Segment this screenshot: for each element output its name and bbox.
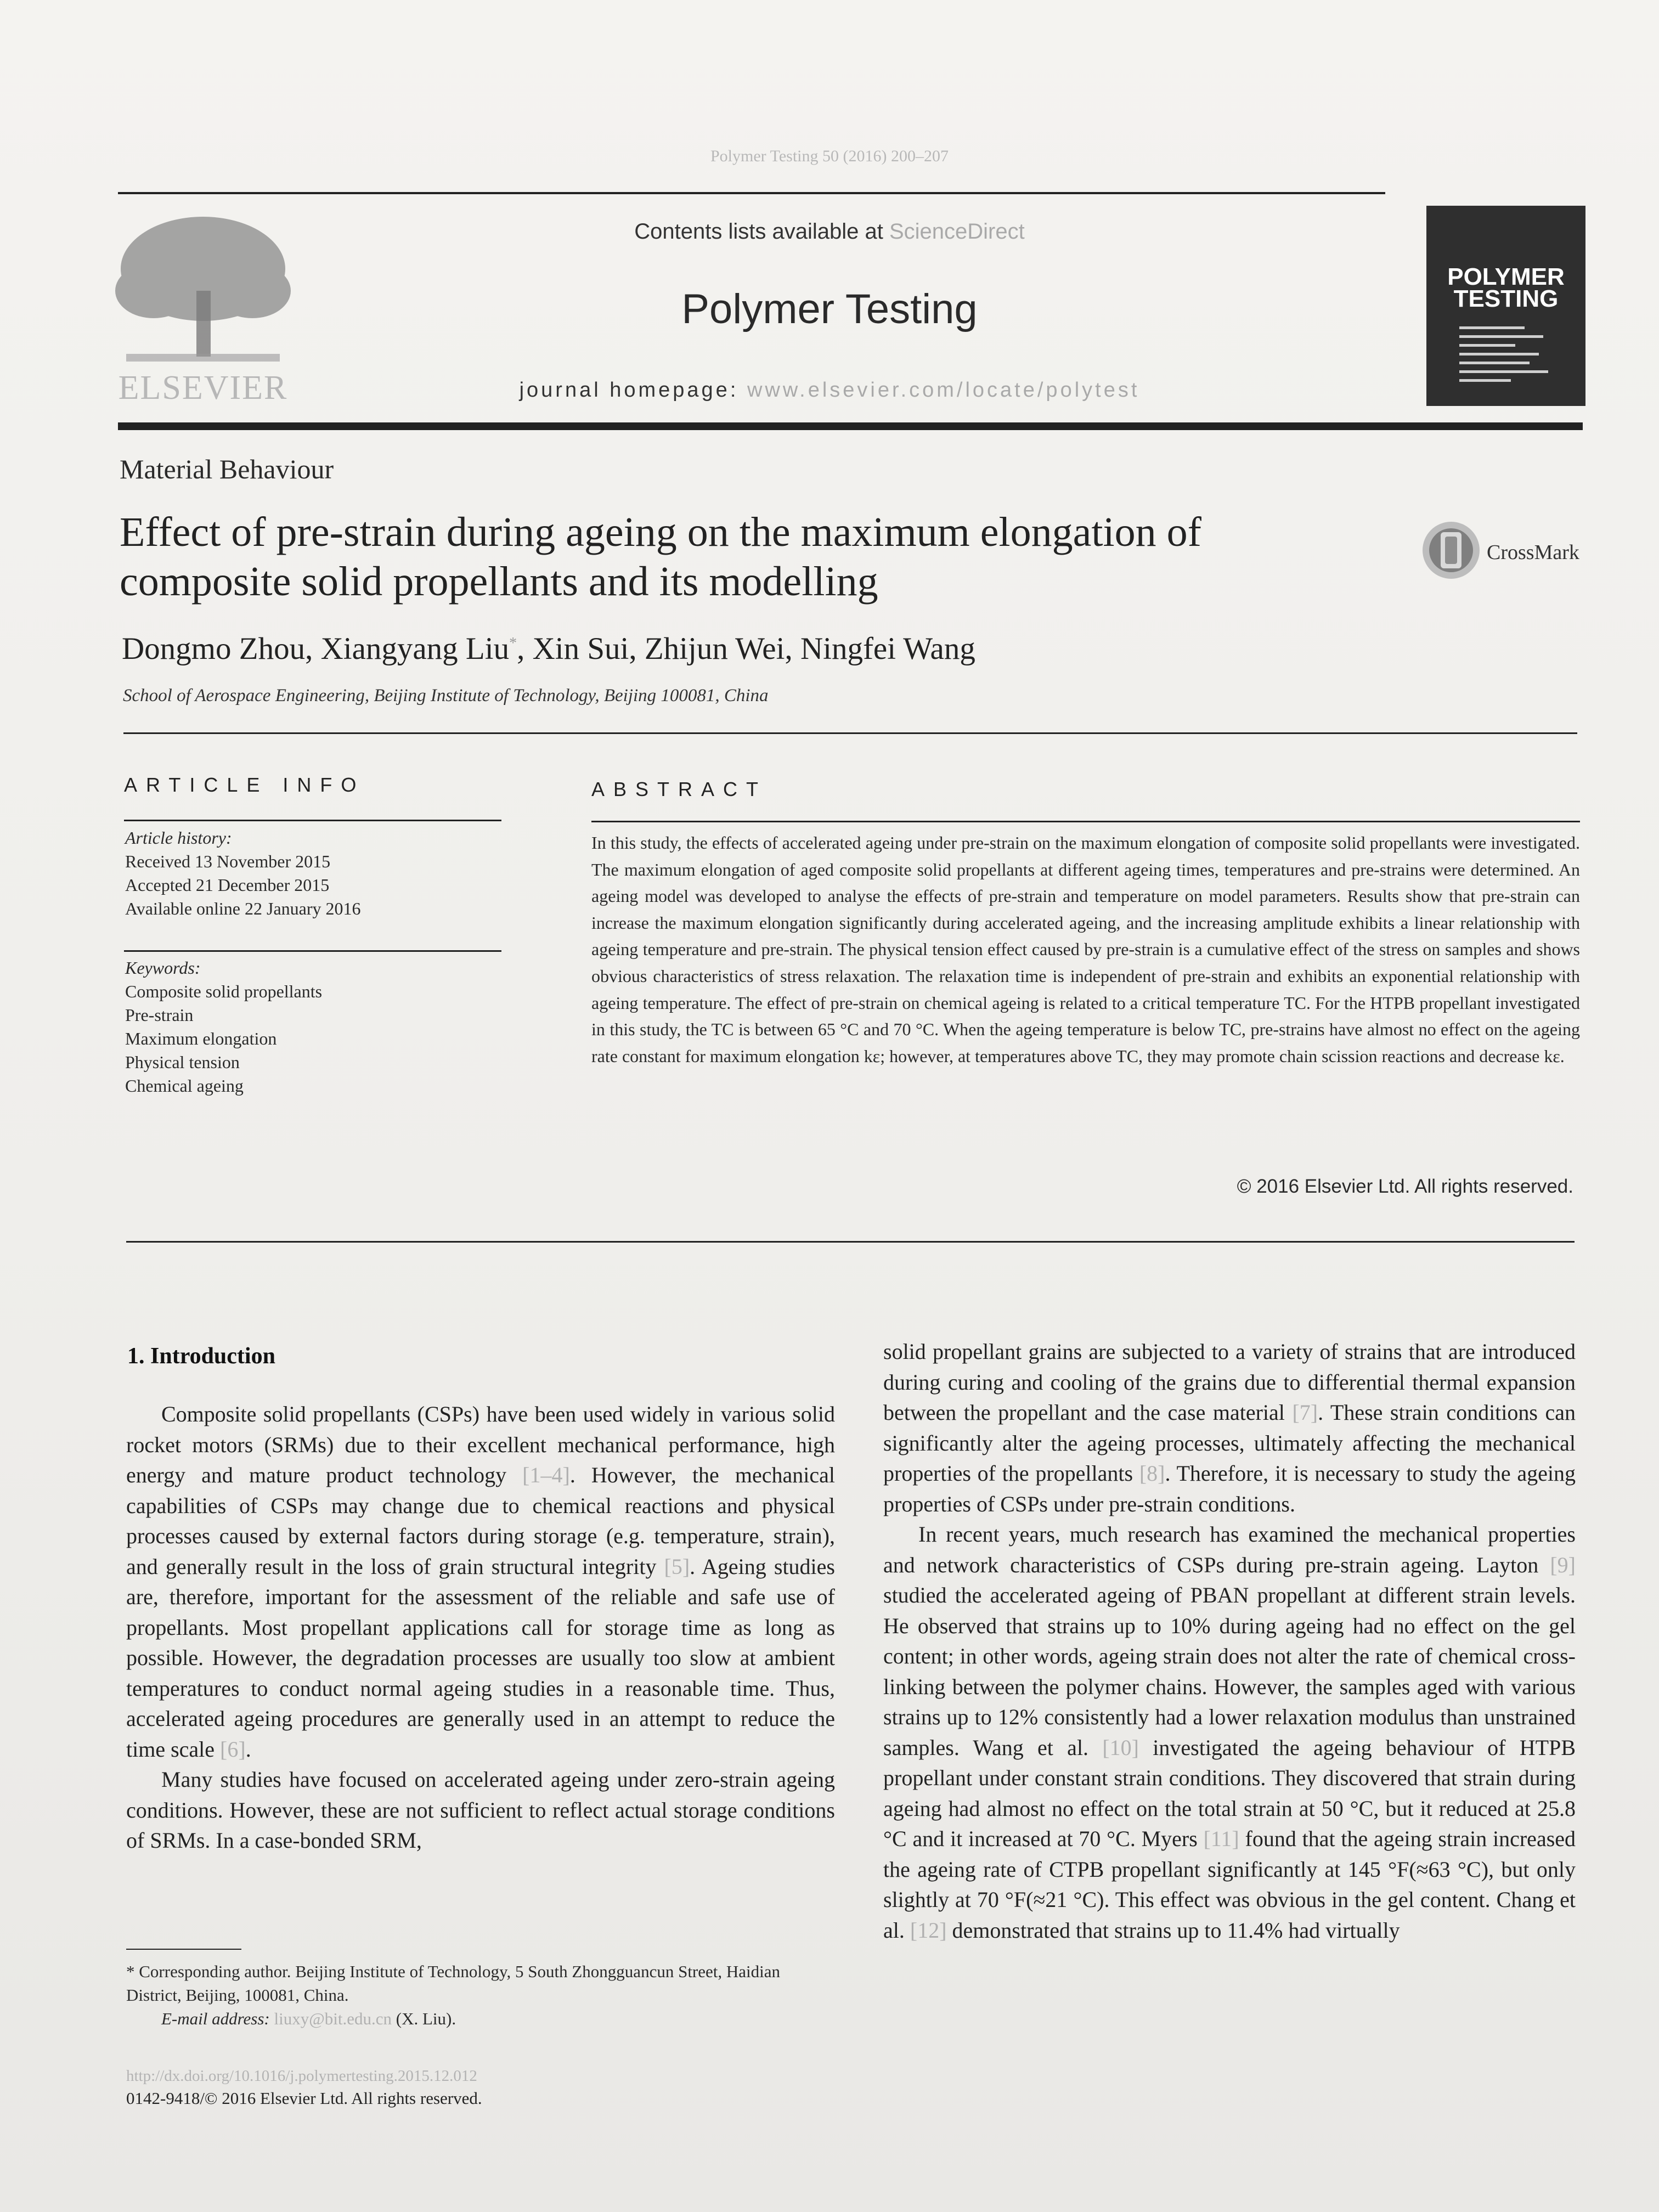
email-link[interactable]: liuxy@bit.edu.cn <box>274 2009 392 2028</box>
article-info-rule <box>124 820 501 821</box>
sciencedirect-link[interactable]: ScienceDirect <box>889 219 1025 244</box>
footnote-rule <box>126 1949 241 1950</box>
citation-link[interactable]: [9] <box>1550 1552 1576 1577</box>
citation-link[interactable]: [7] <box>1292 1400 1318 1425</box>
text-run: . These strain conditions can significantly alter the ageing processes, ultimately affecting the mechanical properties of the propellants <box>883 1400 1576 1486</box>
keyword-item: Maximum elongation <box>125 1029 277 1048</box>
text-run: investigated the ageing behaviour of HTPB propellant under constant strain conditions. They discovered that strain during ageing had almost no effect on the total strain at 50 °C, but it reduced at 25.8 °C and it increased at 70 °C. Myers <box>883 1735 1576 1851</box>
header-bottom-rule <box>118 422 1583 430</box>
keywords-label: Keywords: <box>125 958 201 978</box>
intro-paragraph-2: Many studies have focused on accelerated ageing under zero-strain ageing conditions. However, these are not sufficient to reflect actual storage conditions of SRMs. In a case-bonded SRM, <box>126 1767 835 1853</box>
front-matter-end-rule <box>126 1241 1575 1243</box>
text-run: . Ageing studies are, therefore, important for the assessment of the reliable and safe use of propellants. Most propellant applications call for storage time as long as possible. However, the degradation processes are usually too slow at ambient temperatures to conduct normal ageing studies in a reasonable time. Thus, accelerated ageing procedures are generally used in an attempt to reduce the time scale <box>126 1554 835 1762</box>
elsevier-wordmark: ELSEVIER <box>118 369 288 407</box>
text-run: Composite solid propellants (CSPs) have been used widely in various solid rocket motors (SRMs) due to their excellent mechanical performance, high energy and mature product technology <box>126 1402 835 1487</box>
right-column-body <box>883 1336 1576 1945</box>
homepage-prefix: journal homepage: <box>519 379 747 402</box>
paper-title <box>120 507 1381 606</box>
left-column-body <box>126 1399 835 1856</box>
crossmark-label[interactable]: CrossMark <box>1487 541 1579 564</box>
cover-title-line1: POLYMER <box>1447 263 1565 290</box>
abstract-heading: ABSTRACT <box>591 778 768 800</box>
citation-link[interactable]: [6] <box>220 1736 246 1762</box>
abstract-text: In this study, the effects of accelerated ageing under pre-strain on the maximum elongation of composite solid propellants were investigated. The maximum elongation of aged composite solid propellants at different ageing times, temperatures and pre-strains were determined. An ageing model was developed to analyse the effects of pre-strain and temperature on model parameters. Results show that pre-strain can increase the maximum elongation significantly during accelerated ageing, and the increasing amplitude exhibits a linear relationship with ageing temperature and pre-strain. The physical tension effect caused by pre-strain is a cumulative effect of the stress on samples and shows obvious characteristics of stress relaxation. The relaxation time is independent of pre-strain and exhibits an exponential relationship with ageing temperature. The effect of pre-strain on chemical ageing is related to a critical temperature TC. For the HTPB propellant investigated in this study, the TC is between 65 °C and 70 °C. When the ageing temperature is below TC, pre-strains have almost no effect on the ageing rate constant for maximum elongation kε; however, at temperatures above TC, they may promote chain scission reactions and decrease kε. <box>591 833 1580 1066</box>
keywords-rule <box>124 950 501 952</box>
footnote-address: * Corresponding author. Beijing Institute of Technology, 5 South Zhongguancun Street, Haidian District, Beijing, 100081, China. <box>126 1962 781 2005</box>
abstract-rule <box>591 821 1580 822</box>
keyword-item: Physical tension <box>125 1052 240 1072</box>
cover-title <box>1426 263 1585 312</box>
email-label: E-mail address: <box>161 2009 274 2028</box>
text-run: demonstrated that strains up to 11.4% had virtually <box>946 1917 1400 1943</box>
citation-link[interactable]: [5] <box>664 1554 690 1579</box>
crossmark-icon[interactable] <box>1421 520 1481 580</box>
citation-link[interactable]: [11] <box>1203 1826 1239 1851</box>
intro-paragraph-4 <box>883 1519 1576 1945</box>
keyword-item: Composite solid propellants <box>125 981 323 1001</box>
introduction-heading: 1. Introduction <box>127 1344 275 1369</box>
history-received: Received 13 November 2015 <box>125 851 331 871</box>
doi-link[interactable]: http://dx.doi.org/10.1016/j.polymertesting.2015.12.012 <box>126 2067 477 2085</box>
paper-title-line2: composite solid propellants and its modelling <box>120 558 878 605</box>
cover-title-line2: TESTING <box>1453 285 1559 312</box>
journal-title: Polymer Testing <box>681 286 978 332</box>
keyword-item: Pre-strain <box>125 1005 194 1025</box>
text-run: found that the ageing strain increased the ageing rate of CTPB propellant significantly at 145 °F(≈63 °C), but only slightly at 70 °F(≈21 °C). This effect was obvious in the gel content. Chang et al. <box>883 1826 1576 1943</box>
article-info-heading: ARTICLE INFO <box>124 774 365 796</box>
corresponding-author-mark[interactable]: * <box>509 635 517 652</box>
text-run: . Therefore, it is necessary to study the ageing properties of CSPs under pre-strain conditions. <box>883 1461 1576 1516</box>
article-history <box>125 826 498 921</box>
homepage-line <box>0 379 1659 402</box>
journal-cover-thumbnail <box>1426 206 1585 406</box>
authors-part-b: , Xin Sui, Zhijun Wei, Ningfei Wang <box>517 631 975 666</box>
affiliation-rule <box>123 732 1577 734</box>
text-run: solid propellant grains are subjected to a variety of strains that are introduced during curing and cooling of the grains due to differential thermal expansion between the propellant and the case material <box>883 1339 1576 1425</box>
authors-part-a: Dongmo Zhou, Xiangyang Liu <box>122 631 510 666</box>
contents-line <box>0 219 1659 244</box>
keyword-item: Chemical ageing <box>125 1076 244 1096</box>
history-label: Article history: <box>125 828 232 848</box>
text-run: In recent years, much research has examined the mechanical properties and network characteristics of CSPs during pre-strain ageing. Layton <box>883 1522 1576 1577</box>
cover-text-lines <box>1459 326 1553 388</box>
intro-paragraph-1 <box>126 1399 835 1764</box>
intro-paragraph-3 <box>883 1336 1576 1519</box>
abstract-copyright: © 2016 Elsevier Ltd. All rights reserved. <box>1237 1176 1573 1197</box>
citation-link[interactable]: [10] <box>1102 1735 1139 1760</box>
homepage-link[interactable]: www.elsevier.com/locate/polytest <box>747 379 1140 402</box>
citation-link[interactable]: [12] <box>910 1917 947 1943</box>
history-accepted: Accepted 21 December 2015 <box>125 875 330 895</box>
keywords-list <box>125 956 498 1098</box>
paper-title-line1: Effect of pre-strain during ageing on the maximum elongation of <box>120 509 1201 555</box>
history-online: Available online 22 January 2016 <box>125 899 361 918</box>
email-suffix: (X. Liu). <box>392 2009 456 2028</box>
citation-link[interactable]: [1–4] <box>522 1463 570 1487</box>
issn-line: 0142-9418/© 2016 Elsevier Ltd. All rights reserved. <box>126 2089 482 2108</box>
contents-prefix: Contents lists available at <box>634 219 889 244</box>
text-run: . However, the mechanical capabilities of CSPs may change due to chemical reactions and physical processes caused by external factors during storage (e.g. temperature, strain), and generally result in the loss of grain structural integrity <box>126 1463 835 1579</box>
section-label: Material Behaviour <box>120 454 334 484</box>
corresponding-author-footnote <box>126 1960 839 2030</box>
header-top-rule <box>118 192 1385 194</box>
citation-link[interactable]: [8] <box>1139 1461 1165 1486</box>
text-run: studied the accelerated ageing of PBAN propellant at different strain levels. He observed that strains up to 10% during ageing had no effect on the gel content; in other words, ageing strain does not alter the rate of chemical cross-linking between the polymer chains. However, the samples aged with various strains up to 12% consistently had a lower relaxation modulus than unstrained samples. Wang et al. <box>883 1583 1576 1760</box>
text-run: . <box>245 1736 251 1762</box>
affiliation: School of Aerospace Engineering, Beijing Institute of Technology, Beijing 100081, China <box>123 686 769 706</box>
footnote-email-line <box>126 2007 839 2030</box>
journal-citation-line: Polymer Testing 50 (2016) 200–207 <box>710 147 949 165</box>
author-list <box>122 631 975 667</box>
